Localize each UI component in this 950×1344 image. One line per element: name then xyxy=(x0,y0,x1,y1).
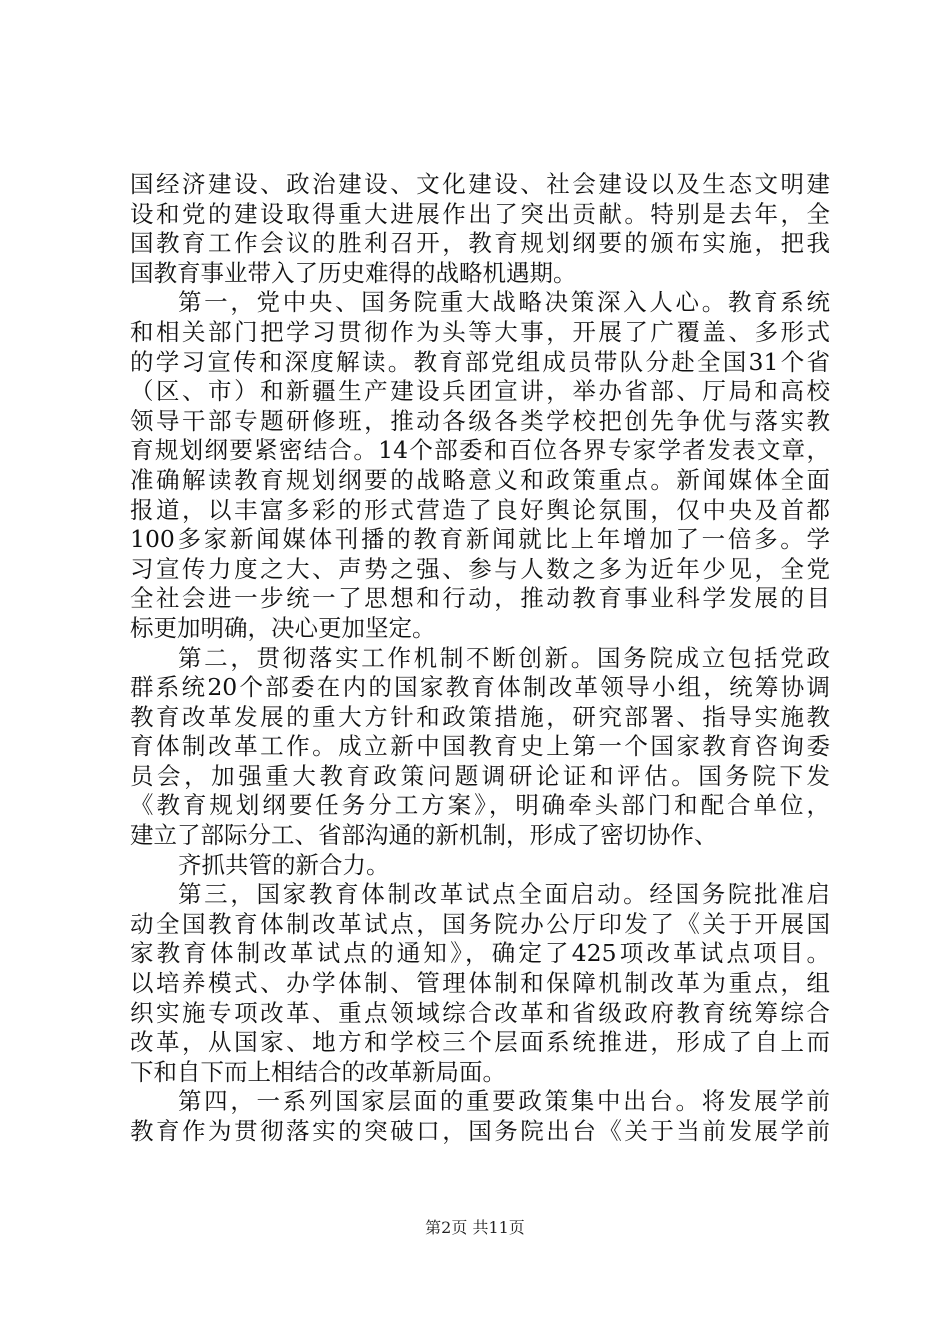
text-line: 国经济建设、政治建设、文化建设、社会建设以及生态文明建 xyxy=(130,170,830,198)
text-line: 员会，加强重大教育政策问题调研论证和评估。国务院下发 xyxy=(130,761,830,790)
text-line: 《教育规划纲要任务分工方案》，明确牵头部门和配合单位， xyxy=(130,791,830,820)
text-line: 的学习宣传和深度解读。教育部党组成员带队分赴全国31个省 xyxy=(130,347,830,376)
text-line: （区、市）和新疆生产建设兵团宣讲，举办省部、厅局和高校 xyxy=(130,377,830,406)
page-number-footer: 第2页 共11页 xyxy=(425,1218,525,1237)
text-line: 准确解读教育规划纲要的战略意义和政策重点。新闻媒体全面 xyxy=(130,465,830,494)
paragraph-2-start: 第二，贯彻落实工作机制不断创新。国务院成立包括党政 xyxy=(178,643,830,672)
text-line: 标更加明确，决心更加坚定。 xyxy=(130,613,436,642)
text-line: 国教育事业带入了历史难得的战略机遇期。 xyxy=(130,258,577,287)
text-line: 国教育工作会议的胜利召开，教育规划纲要的颁布实施，把我 xyxy=(130,229,830,258)
text-line: 齐抓共管的新合力。 xyxy=(178,850,390,879)
text-line: 下和自下而上相结合的改革新局面。 xyxy=(130,1057,506,1086)
paragraph-4-start: 第四，一系列国家层面的重要政策集中出台。将发展学前 xyxy=(178,1087,830,1116)
text-line: 育规划纲要紧密结合。14个部委和百位各界专家学者发表文章， xyxy=(130,436,830,465)
paragraph-3-start: 第三，国家教育体制改革试点全面启动。经国务院批准启 xyxy=(178,880,830,909)
text-line: 改革，从国家、地方和学校三个层面系统推进，形成了自上而 xyxy=(130,1028,830,1057)
text-line: 报道，以丰富多彩的形式营造了良好舆论氛围，仅中央及首都 xyxy=(130,495,830,524)
text-line: 领导干部专题研修班，推动各级各类学校把创先争优与落实教 xyxy=(130,406,830,435)
paragraph-1-start: 第一，党中央、国务院重大战略决策深入人心。教育系统 xyxy=(178,288,830,317)
text-line: 以培养模式、办学体制、管理体制和保障机制改革为重点，组 xyxy=(130,969,830,998)
text-line: 全社会进一步统一了思想和行动，推动教育事业科学发展的目 xyxy=(130,584,830,613)
text-line: 动全国教育体制改革试点，国务院办公厅印发了《关于开展国 xyxy=(130,909,830,938)
text-line: 建立了部际分工、省部沟通的新机制，形成了密切协作、 xyxy=(130,821,718,850)
text-line: 育体制改革工作。成立新中国教育史上第一个国家教育咨询委 xyxy=(130,732,830,761)
text-line: 教育改革发展的重大方针和政策措施，研究部署、指导实施教 xyxy=(130,702,830,731)
text-line: 习宣传力度之大、声势之强、参与人数之多为近年少见，全党 xyxy=(130,554,830,583)
text-line: 教育作为贯彻落实的突破口，国务院出台《关于当前发展学前 xyxy=(130,1117,830,1145)
text-line: 家教育体制改革试点的通知》，确定了425项改革试点项目。 xyxy=(130,939,830,968)
body-text xyxy=(130,170,830,1147)
text-line: 100多家新闻媒体刊播的教育新闻就比上年增加了一倍多。学 xyxy=(130,525,830,554)
text-line: 群系统20个部委在内的国家教育体制改革领导小组，统筹协调 xyxy=(130,673,830,702)
text-line: 设和党的建设取得重大进展作出了突出贡献。特别是去年，全 xyxy=(130,199,830,228)
text-line: 和相关部门把学习贯彻作为头等大事，开展了广覆盖、多形式 xyxy=(130,317,830,346)
text-line: 织实施专项改革、重点领域综合改革和省级政府教育统筹综合 xyxy=(130,998,830,1027)
